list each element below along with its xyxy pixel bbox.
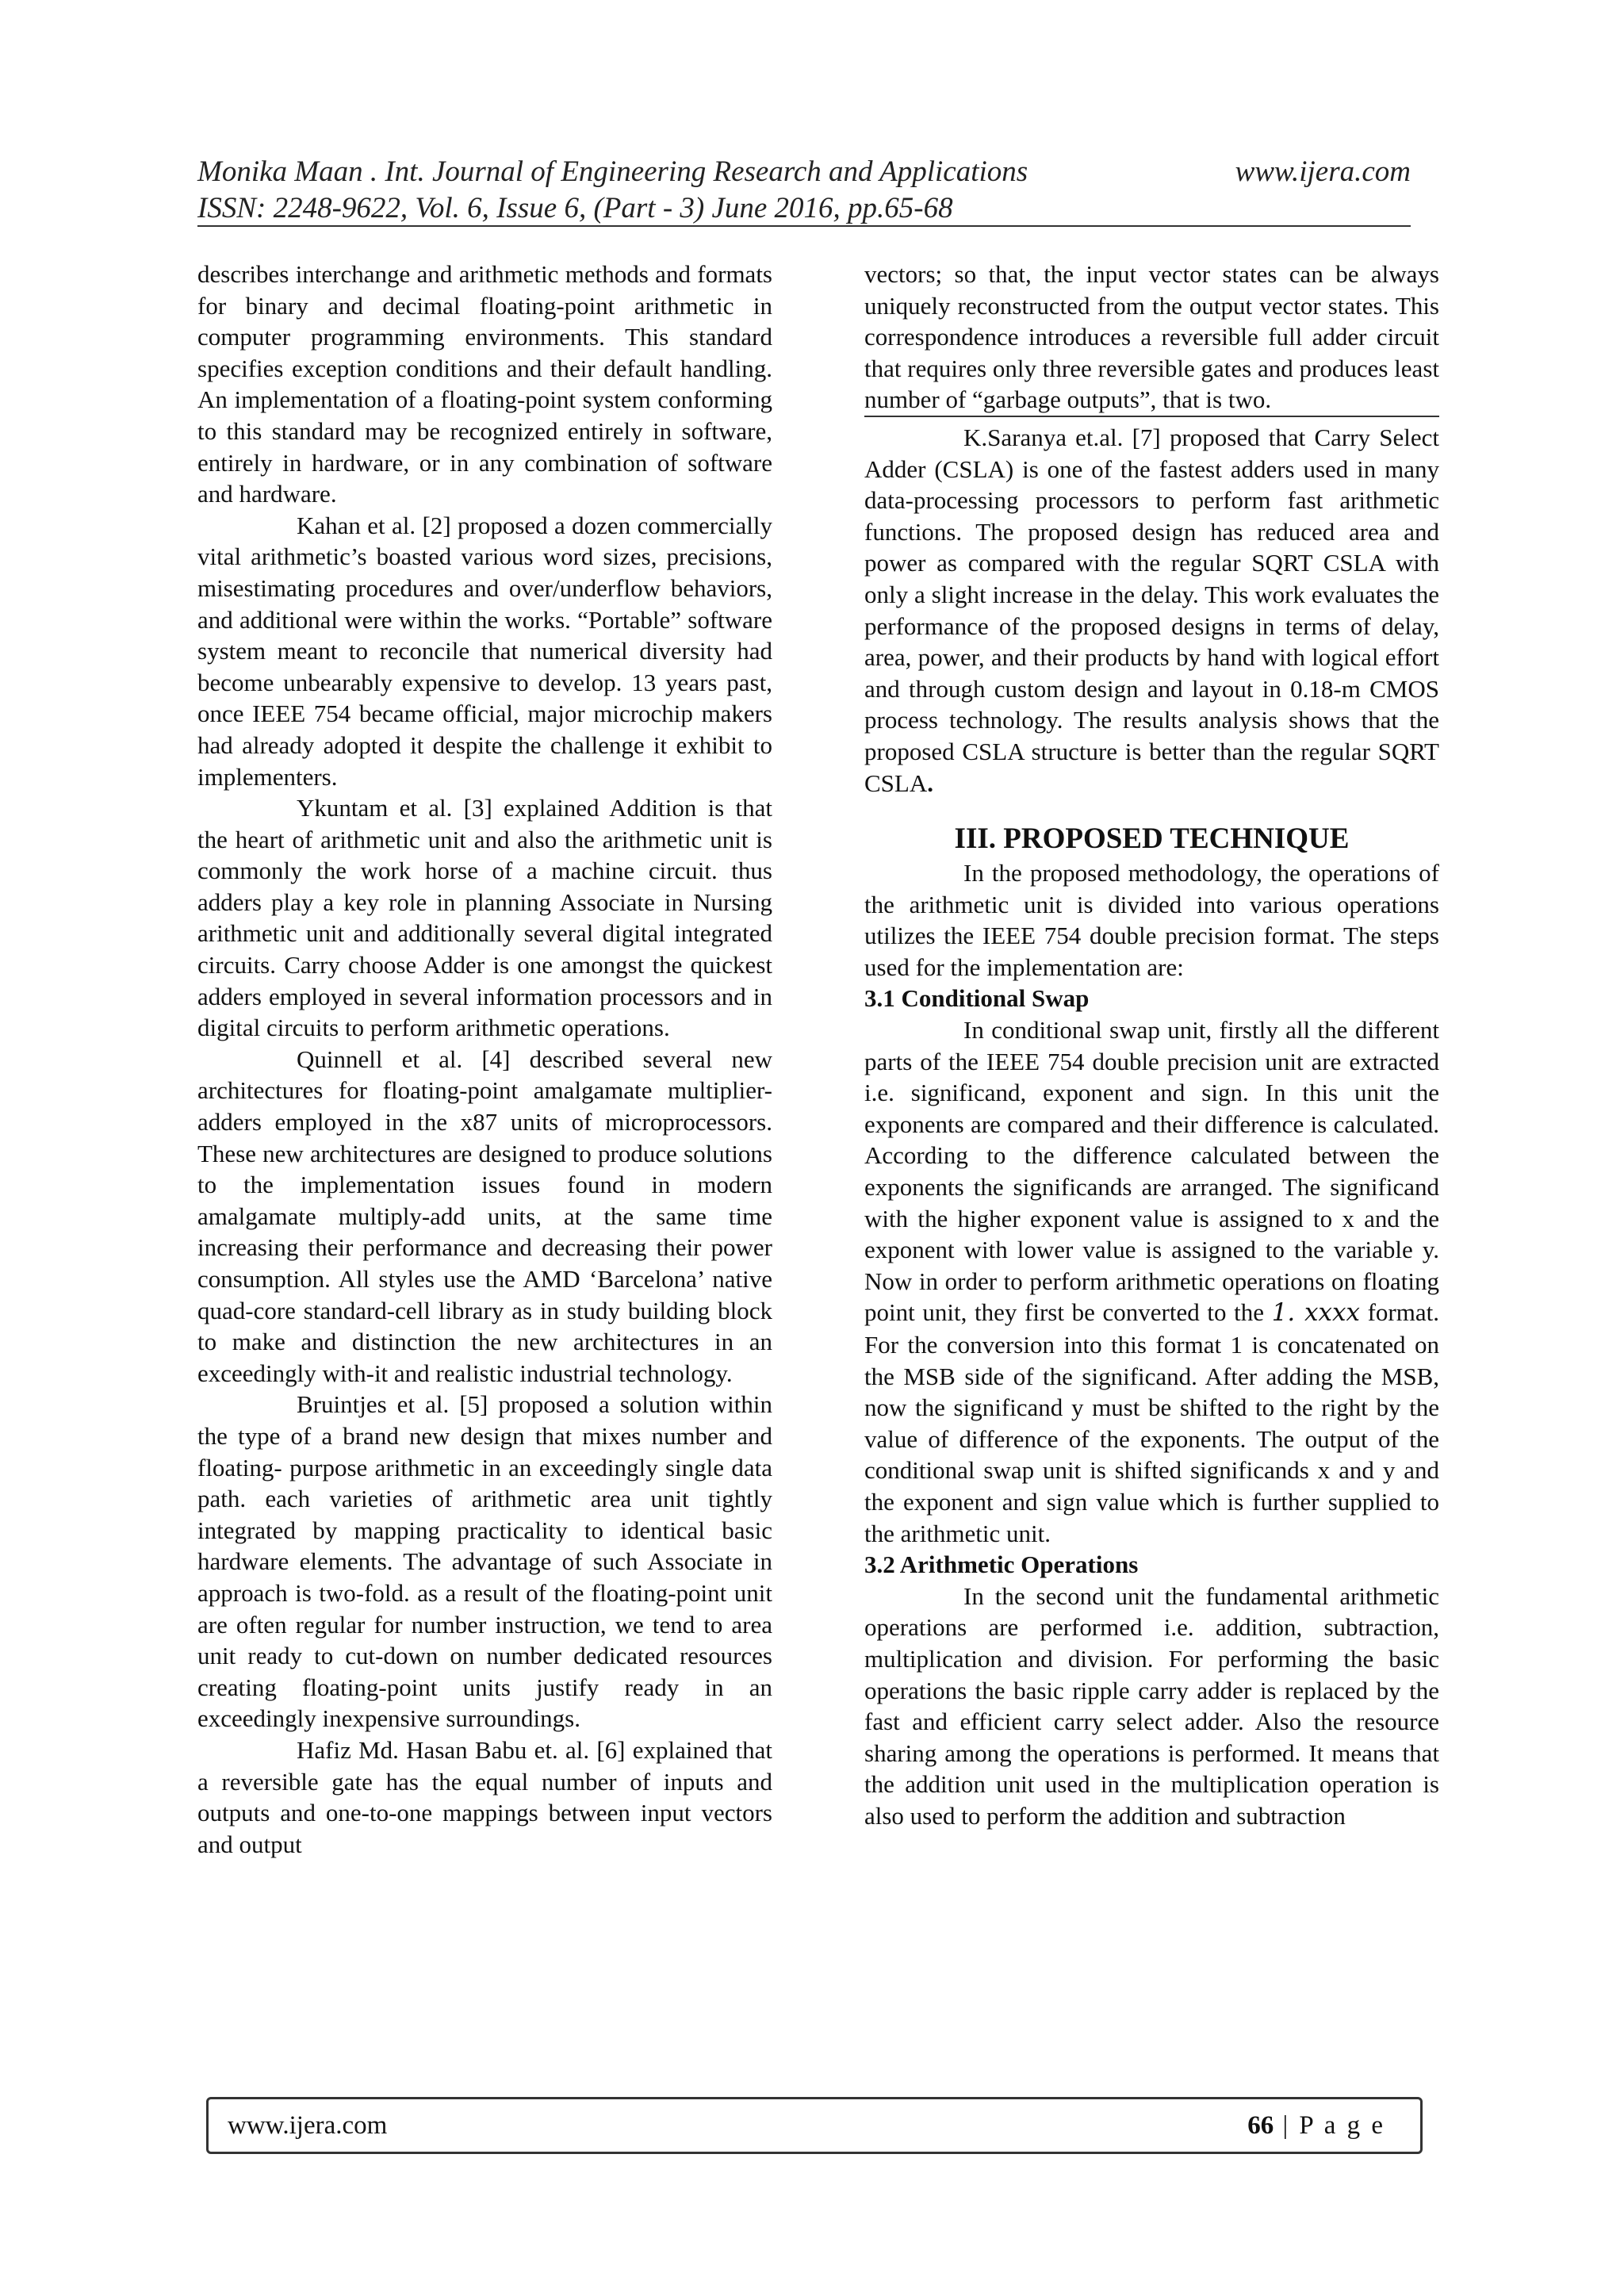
paragraph-text: In conditional swap unit, firstly all the different parts of the IEEE 754 double precision unit are extracted i.e. significand, exponent and sign. In this unit the exponents are compared and their difference is calculated. According to the difference calculated between the exponents the significands are arranged. The significand with the higher exponent value is assigned to x and the exponent with lower value is assigned to the variable y. Now in order to perform arithmetic operations on floating point unit, they first be converted to the — [864, 1016, 1439, 1327]
journal-title: Monika Maan . Int. Journal of Engineering Research and Applications — [197, 155, 1028, 188]
paragraph: Kahan et al. [2] proposed a dozen commercially vital arithmetic’s boasted various word sizes, precisions, misestimating procedures and over/underflow behaviors, and additional were within the works. “Portable” software system meant to reconcile that numerical diversity had become unbearably expensive to develop. 13 years past, once IEEE 754 became official, major microchip makers had already adopted it despite the challenge it exhibit to implementers. — [197, 511, 772, 791]
paragraph — [864, 1014, 1439, 1549]
left-column — [197, 259, 772, 1860]
subsection-heading: 3.2 Arithmetic Operations — [864, 1550, 1139, 1579]
paragraph — [864, 422, 1439, 799]
page-header — [197, 154, 1411, 227]
paragraph: Ykuntam et al. [3] explained Addition is that the heart of arithmetic unit and also the arithmetic unit is commonly the work horse of a machine circuit. thus adders play a key role in planning Associate in Nursing arithmetic unit and additionally several digital integrated circuits. Carry choose Adder is one amongst the quickest adders employed in several information processors and in digital circuits to perform arithmetic operations. — [197, 794, 772, 1042]
paragraph: Bruintjes et al. [5] proposed a solution within the type of a brand new design that mixes number and floating- purpose arithmetic in an exceedingly single data path. each varieties of arithmetic area unit tightly integrated by mapping practicality to identical basic hardware elements. The advantage of such Associate in approach is two-fold. as a result of the floating-point unit are often regular for number instruction, we tend to area unit ready to cut-down on number dedicated resources creating floating-point units justify ready in an exceedingly inexpensive surroundings. — [197, 1390, 772, 1733]
section-heading: III. PROPOSED TECHNIQUE — [954, 822, 1350, 856]
paragraph: In the proposed methodology, the operations of the arithmetic unit is divided into various operations utilizes the IEEE 754 double precision format. The steps used for the implementation are: — [864, 859, 1439, 981]
header-divider — [197, 225, 1411, 227]
subsection-heading: 3.1 Conditional Swap — [864, 984, 1090, 1013]
paragraph: In the second unit the fundamental arithmetic operations are performed i.e. addition, subtraction, multiplication and division. For performing the basic operations the basic ripple carry adder is replaced by the fast and efficient carry select adder. Also the resource sharing among the operations is performed. It means that the addition unit used in the multiplication operation is also used to perform the addition and subtraction — [864, 1581, 1439, 1830]
paragraph-text: K.Saranya et.al. [7] proposed that Carry Select Adder (CSLA) is one of the fastest adders used in many data-processing processors to perform fast arithmetic functions. The proposed design has reduced area and power as compared with the regular SQRT CSLA with only a slight increase in the delay. This work evaluates the performance of the proposed designs in terms of delay, area, power, and their products by hand with logical effort and through custom design and layout in 0.18-m CMOS process technology. The results analysis shows that the proposed CSLA structure is better than the regular SQRT CSLA — [864, 423, 1439, 797]
page-indicator — [1247, 2109, 1385, 2142]
paragraph: Hafiz Md. Hasan Babu et. al. [6] explained that a reversible gate has the equal number of inputs and outputs and one-to-one mappings between input vectors and output — [197, 1735, 772, 1858]
page-footer — [206, 2097, 1423, 2154]
page-number: 66 — [1247, 2111, 1274, 2140]
paragraph-end: . — [927, 769, 933, 797]
right-column — [864, 259, 1439, 1832]
journal-website[interactable]: www.ijera.com — [1235, 155, 1411, 188]
page-label: | P a g e — [1274, 2111, 1385, 2140]
paragraph: describes interchange and arithmetic methods and formats for binary and decimal floating-point arithmetic in computer programming environments. This standard specifies exception conditions and their default handling. An implementation of a floating-point system conforming to this standard may be recognized entirely in software, entirely in hardware, or in any combination of software and hardware. — [197, 260, 772, 508]
paragraph: Quinnell et al. [4] described several new architectures for floating-point amalgamate multiplier-adders employed in the x87 units of microprocessors. These new architectures are designed to produce solutions to the implementation issues found in modern amalgamate multiply-add units, at the same time increasing their performance and decreasing their power consumption. All styles use the AMD ‘Barcelona’ native quad-core standard-cell library as in study building block to make and distinction the new architectures in an exceedingly with-it and realistic industrial technology. — [197, 1045, 772, 1387]
footer-website[interactable]: www.ijera.com — [228, 2111, 388, 2140]
journal-citation-line — [197, 154, 1411, 190]
math-expression: 1. xxxx — [1271, 1298, 1360, 1328]
column-divider — [864, 416, 1439, 417]
issn-line: ISSN: 2248-9622, Vol. 6, Issue 6, (Part - 3) June 2016, pp.65-68 — [197, 192, 953, 224]
paragraph-text: format. For the conversion into this format 1 is concatenated on the MSB side of the significand. After adding the MSB, now the significand y must be shifted to the right by the value of difference of the exponents. The output of the conditional swap unit is shifted significands x and y and the exponent and sign value which is further supplied to the arithmetic unit. — [864, 1298, 1439, 1547]
paragraph: vectors; so that, the input vector states can be always uniquely reconstructed from the output vector states. This correspondence introduces a reversible full adder circuit that requires only three reversible gates and produces least number of “garbage outputs”, that is two. — [864, 260, 1439, 414]
